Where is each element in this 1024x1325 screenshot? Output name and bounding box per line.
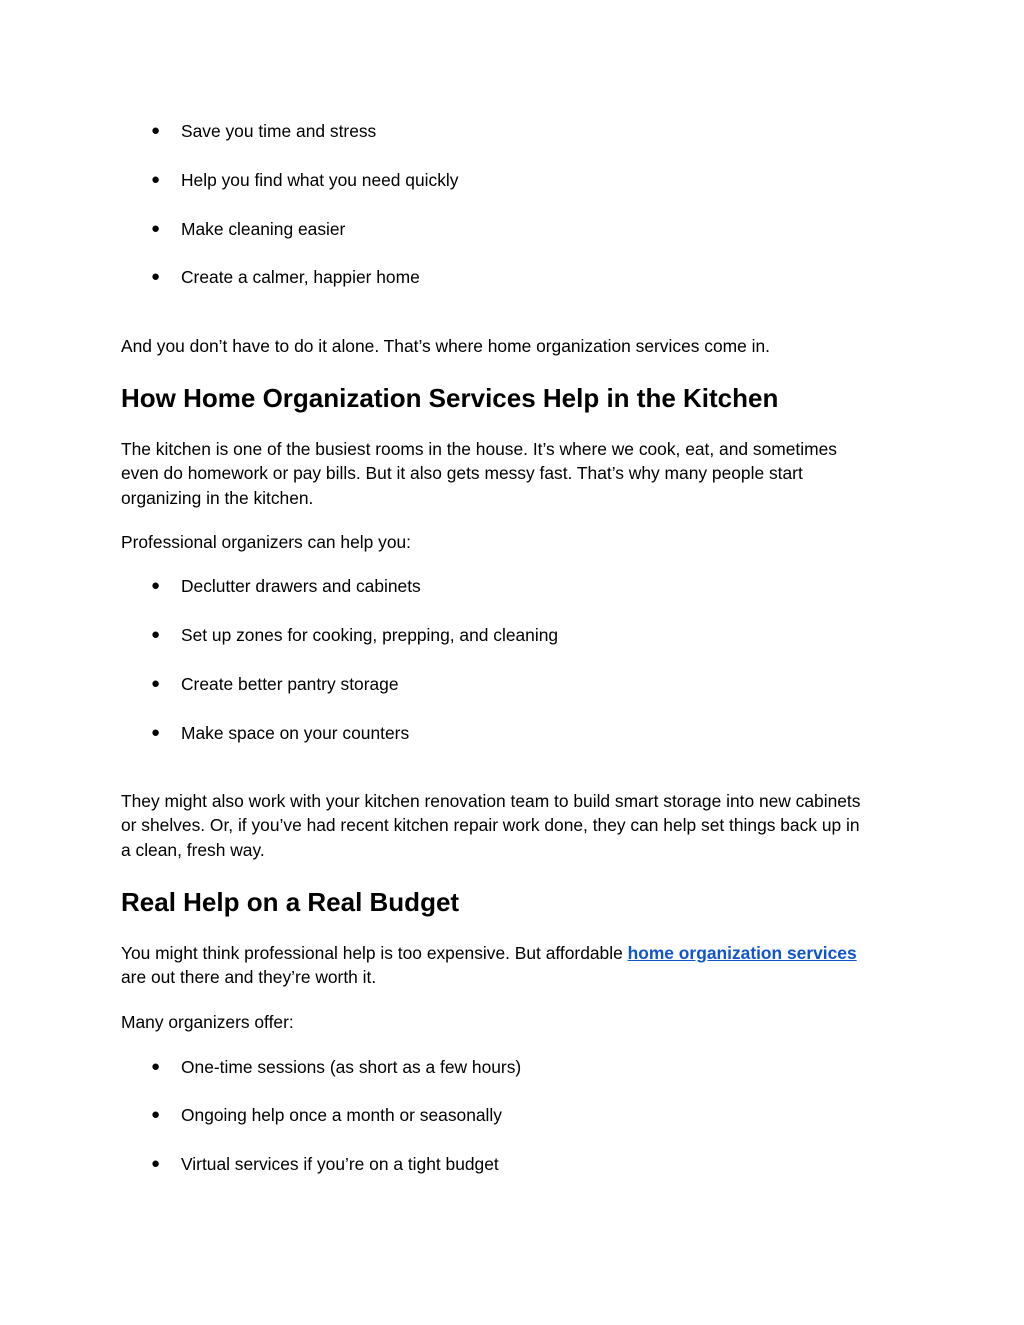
bullet-icon: ● (151, 1106, 161, 1123)
list-item-text: Make cleaning easier (181, 219, 346, 239)
bullet-icon: ● (151, 171, 161, 188)
paragraph-alone: And you don’t have to do it alone. That’s where home organization services come in. (121, 336, 770, 356)
list-item (0, 1055, 1024, 1085)
bullet-icon: ● (151, 577, 161, 594)
list-item (0, 265, 1024, 295)
list-item-text: Make space on your counters (181, 723, 410, 743)
paragraph-line: organizing in the kitchen. (121, 487, 314, 508)
list-item (0, 119, 1024, 149)
paragraph-kitchen (121, 437, 911, 510)
list-item (0, 168, 1024, 198)
paragraph-line: They might also work with your kitchen renovation team to build smart storage into new cabinets (121, 791, 861, 811)
bullet-icon: ● (151, 1155, 161, 1172)
home-organization-services-link[interactable]: home organization services (627, 943, 857, 963)
list-item-text: Save you time and stress (181, 121, 377, 141)
paragraph-line: even do homework or pay bills. But it also gets messy fast. That’s why many people start (121, 463, 803, 484)
list-item-text: Set up zones for cooking, prepping, and cleaning (181, 625, 559, 645)
paragraph-line: The kitchen is one of the busiest rooms in the house. It’s where we cook, eat, and sometimes (121, 439, 837, 459)
list-item-text: Create better pantry storage (181, 674, 399, 694)
heading-kitchen: How Home Organization Services Help in the Kitchen (121, 383, 779, 413)
paragraph-pros: Professional organizers can help you: (121, 532, 412, 552)
list-item-text: One-time sessions (as short as a few hours) (181, 1057, 522, 1077)
bullet-icon: ● (151, 724, 161, 741)
list-item (0, 672, 1024, 702)
bullet-icon: ● (151, 122, 161, 139)
list-item (0, 1103, 1024, 1133)
list-item (0, 217, 1024, 247)
list-item (0, 1152, 1024, 1182)
list-item-text: Help you find what you need quickly (181, 170, 459, 190)
paragraph-budget (121, 941, 911, 990)
bullet-icon: ● (151, 675, 161, 692)
paragraph-line: are out there and they’re worth it. (121, 967, 377, 988)
list-item-text: Create a calmer, happier home (181, 267, 420, 287)
heading-budget: Real Help on a Real Budget (121, 887, 460, 917)
list-item-text: Declutter drawers and cabinets (181, 576, 421, 596)
paragraph-text: You might think professional help is too expensive. But affordable (121, 943, 628, 963)
list-item (0, 574, 1024, 604)
bullet-icon: ● (151, 1058, 161, 1075)
bullet-icon: ● (151, 220, 161, 237)
paragraph-line (121, 941, 911, 965)
paragraph-line: a clean, fresh way. (121, 839, 265, 860)
list-item (0, 721, 1024, 751)
list-item (0, 623, 1024, 653)
bullet-icon: ● (151, 268, 161, 285)
paragraph-line: or shelves. Or, if you’ve had recent kitchen repair work done, they can help set things back up in (121, 815, 860, 836)
bullet-icon: ● (151, 626, 161, 643)
list-item-text: Virtual services if you’re on a tight budget (181, 1154, 499, 1174)
list-item-text: Ongoing help once a month or seasonally (181, 1105, 502, 1125)
paragraph-offer: Many organizers offer: (121, 1012, 294, 1032)
paragraph-renovation (121, 789, 911, 862)
